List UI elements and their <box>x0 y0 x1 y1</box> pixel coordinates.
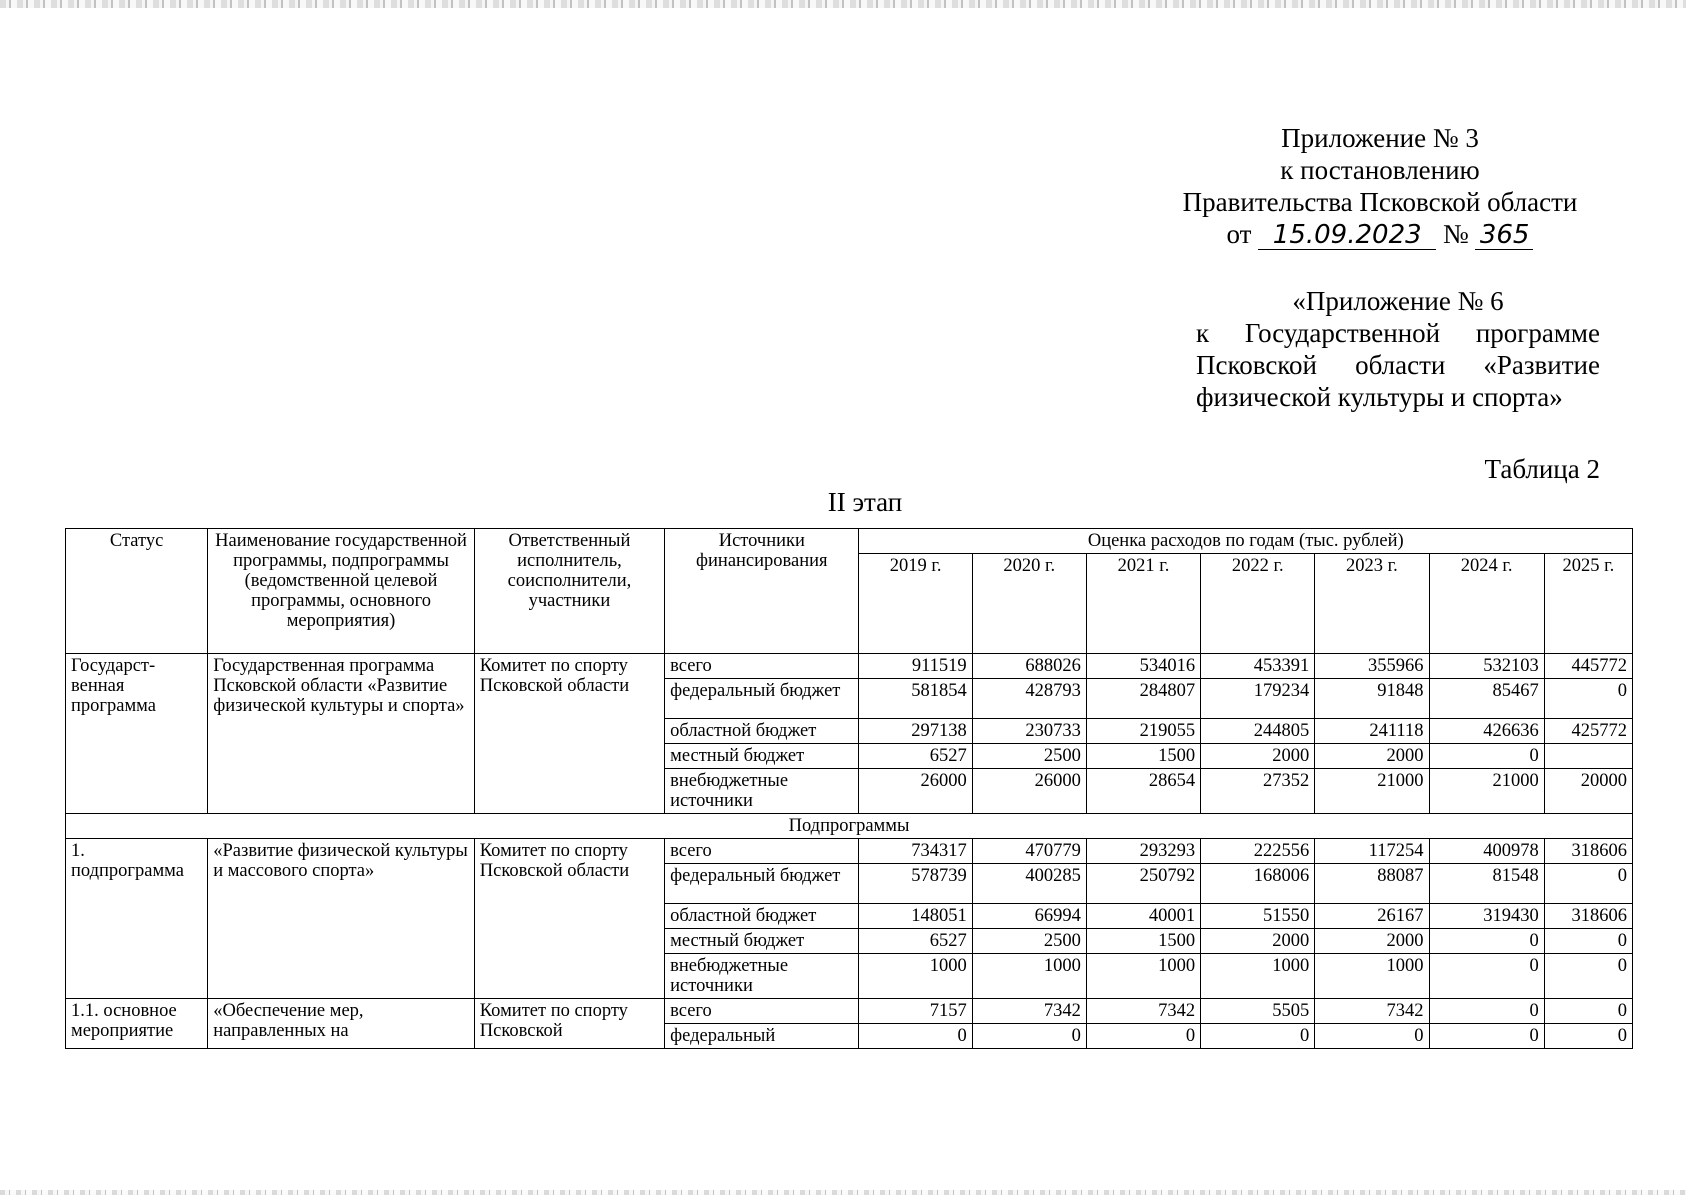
section-subprograms: Подпрограммы <box>66 814 1633 839</box>
cell-value: 2500 <box>972 744 1086 769</box>
cell-value: 0 <box>1201 1024 1315 1049</box>
cell-value: 117254 <box>1315 839 1429 864</box>
annex2-line-4: физической культуры и спорта» <box>1196 382 1563 412</box>
cell-value: 426636 <box>1429 719 1544 744</box>
cell-source: внебюджетные источники <box>665 954 859 999</box>
cell-value: 250792 <box>1086 864 1200 904</box>
cell-source: всего <box>665 839 859 864</box>
cell-value: 26000 <box>972 769 1086 814</box>
header-sources: Источники финансирования <box>665 529 859 654</box>
cell-value: 297138 <box>859 719 972 744</box>
cell-source: местный бюджет <box>665 929 859 954</box>
cell-value: 26167 <box>1315 904 1429 929</box>
cell-value: 400978 <box>1429 839 1544 864</box>
scan-edge-bottom <box>0 1190 1686 1195</box>
cell-value: 0 <box>1429 744 1544 769</box>
section-row <box>66 814 1633 839</box>
cell-value: 532103 <box>1429 654 1544 679</box>
cell-value: 1000 <box>1315 954 1429 999</box>
header-year: 2025 г. <box>1544 554 1632 654</box>
annex-line-2: к постановлению <box>1280 155 1480 185</box>
cell-source: областной бюджет <box>665 904 859 929</box>
header-name: Наименование государственной программы, подпрограммы (ведомственной целевой программы, основного мероприятия) <box>208 529 475 654</box>
annex-line-3: Правительства Псковской области <box>1182 187 1578 217</box>
cell-value: 20000 <box>1544 769 1632 814</box>
header-year: 2024 г. <box>1429 554 1544 654</box>
cell-value: 179234 <box>1201 679 1315 719</box>
cell-value: 81548 <box>1429 864 1544 904</box>
cell-value: 66994 <box>972 904 1086 929</box>
cell-value: 222556 <box>1201 839 1315 864</box>
cell-value: 428793 <box>972 679 1086 719</box>
cell-value: 319430 <box>1429 904 1544 929</box>
cell-value: 2000 <box>1201 929 1315 954</box>
table-label: Таблица 2 <box>1484 454 1600 484</box>
cell-value: 0 <box>1544 679 1632 719</box>
cell-value: 0 <box>1544 1024 1632 1049</box>
annex2-line-3: Псковской области «Развитие <box>1196 350 1600 380</box>
cell-value: 148051 <box>859 904 972 929</box>
scan-edge-top <box>0 0 1686 8</box>
cell-value: 0 <box>859 1024 972 1049</box>
cell-value: 2000 <box>1315 744 1429 769</box>
cell-value: 581854 <box>859 679 972 719</box>
cell-source: местный бюджет <box>665 744 859 769</box>
cell-value: 284807 <box>1086 679 1200 719</box>
cell-value: 241118 <box>1315 719 1429 744</box>
cell-value: 688026 <box>972 654 1086 679</box>
cell-value: 318606 <box>1544 839 1632 864</box>
cell-value: 0 <box>1315 1024 1429 1049</box>
cell-value: 27352 <box>1201 769 1315 814</box>
cell-value: 1500 <box>1086 744 1200 769</box>
cell-value: 1000 <box>1086 954 1200 999</box>
cell-value: 470779 <box>972 839 1086 864</box>
header-year: 2021 г. <box>1086 554 1200 654</box>
cell-value: 0 <box>1544 999 1632 1024</box>
cell-value: 0 <box>972 1024 1086 1049</box>
header-status: Статус <box>66 529 208 654</box>
cell-value: 911519 <box>859 654 972 679</box>
cell-value: 7342 <box>1086 999 1200 1024</box>
cell-value: 293293 <box>1086 839 1200 864</box>
cell-name: «Развитие физической культуры и массового спорта» <box>208 839 475 999</box>
cell-value: 355966 <box>1315 654 1429 679</box>
cell-executor: Комитет по спорту Псковской <box>474 999 664 1049</box>
cell-executor: Комитет по спорту Псковской области <box>474 839 664 999</box>
cell-source: внебюджетные источники <box>665 769 859 814</box>
cell-value: 230733 <box>972 719 1086 744</box>
cell-value: 1500 <box>1086 929 1200 954</box>
cell-value: 6527 <box>859 744 972 769</box>
cell-value: 0 <box>1544 929 1632 954</box>
cell-value: 21000 <box>1429 769 1544 814</box>
cell-value: 2000 <box>1315 929 1429 954</box>
cell-value: 1000 <box>859 954 972 999</box>
cell-value: 91848 <box>1315 679 1429 719</box>
cell-value <box>1544 744 1632 769</box>
handwritten-date: 15.09.2023 <box>1258 221 1436 250</box>
annex-line-1: Приложение № 3 <box>1281 123 1479 153</box>
cell-value: 26000 <box>859 769 972 814</box>
annex-header <box>1140 122 1620 250</box>
cell-value: 5505 <box>1201 999 1315 1024</box>
cell-value: 7342 <box>972 999 1086 1024</box>
annex2-line-1: «Приложение № 6 <box>1292 286 1504 316</box>
cell-value: 0 <box>1544 864 1632 904</box>
stage-title: II этап <box>827 487 903 517</box>
header-year: 2022 г. <box>1201 554 1315 654</box>
cell-value: 445772 <box>1544 654 1632 679</box>
cell-value: 578739 <box>859 864 972 904</box>
annex2-line-2: к Государственной программе <box>1196 318 1600 348</box>
cell-value: 51550 <box>1201 904 1315 929</box>
cell-value: 425772 <box>1544 719 1632 744</box>
cell-value: 1000 <box>972 954 1086 999</box>
cell-value: 244805 <box>1201 719 1315 744</box>
number-prefix: № <box>1442 219 1469 249</box>
cell-value: 1000 <box>1201 954 1315 999</box>
date-prefix: от <box>1226 219 1252 249</box>
cell-value: 168006 <box>1201 864 1315 904</box>
cell-value: 0 <box>1429 999 1544 1024</box>
handwritten-number: 365 <box>1475 221 1533 250</box>
cell-source: областной бюджет <box>665 719 859 744</box>
cell-value: 2500 <box>972 929 1086 954</box>
header-year: 2020 г. <box>972 554 1086 654</box>
cell-value: 28654 <box>1086 769 1200 814</box>
cell-value: 0 <box>1429 1024 1544 1049</box>
table-row <box>66 839 1633 864</box>
annex-6-header <box>1196 285 1600 413</box>
cell-value: 0 <box>1544 954 1632 999</box>
budget-table <box>65 528 1633 1049</box>
cell-value: 0 <box>1429 929 1544 954</box>
cell-source: всего <box>665 654 859 679</box>
table-row <box>66 654 1633 679</box>
cell-value: 6527 <box>859 929 972 954</box>
cell-value: 40001 <box>1086 904 1200 929</box>
header-year: 2019 г. <box>859 554 972 654</box>
cell-value: 453391 <box>1201 654 1315 679</box>
cell-source: федеральный <box>665 1024 859 1049</box>
cell-value: 219055 <box>1086 719 1200 744</box>
cell-value: 85467 <box>1429 679 1544 719</box>
cell-source: всего <box>665 999 859 1024</box>
cell-value: 88087 <box>1315 864 1429 904</box>
header-costs: Оценка расходов по годам (тыс. рублей) <box>859 529 1633 554</box>
cell-status: Государст-венная программа <box>66 654 208 814</box>
header-year: 2023 г. <box>1315 554 1429 654</box>
cell-name: «Обеспечение мер, направленных на <box>208 999 475 1049</box>
cell-name: Государственная программа Псковской области «Развитие физической культуры и спорта» <box>208 654 475 814</box>
cell-status: 1. подпрограмма <box>66 839 208 999</box>
cell-value: 2000 <box>1201 744 1315 769</box>
cell-value: 534016 <box>1086 654 1200 679</box>
cell-value: 7342 <box>1315 999 1429 1024</box>
header-executor: Ответственный исполнитель, соисполнители, участники <box>474 529 664 654</box>
table-row <box>66 999 1633 1024</box>
cell-value: 400285 <box>972 864 1086 904</box>
cell-executor: Комитет по спорту Псковской области <box>474 654 664 814</box>
cell-value: 21000 <box>1315 769 1429 814</box>
cell-value: 734317 <box>859 839 972 864</box>
cell-value: 0 <box>1429 954 1544 999</box>
cell-source: федеральный бюджет <box>665 864 859 904</box>
annex-date-line <box>1140 218 1620 250</box>
cell-value: 0 <box>1086 1024 1200 1049</box>
cell-value: 7157 <box>859 999 972 1024</box>
cell-status: 1.1. основное мероприятие <box>66 999 208 1049</box>
cell-value: 318606 <box>1544 904 1632 929</box>
cell-source: федеральный бюджет <box>665 679 859 719</box>
